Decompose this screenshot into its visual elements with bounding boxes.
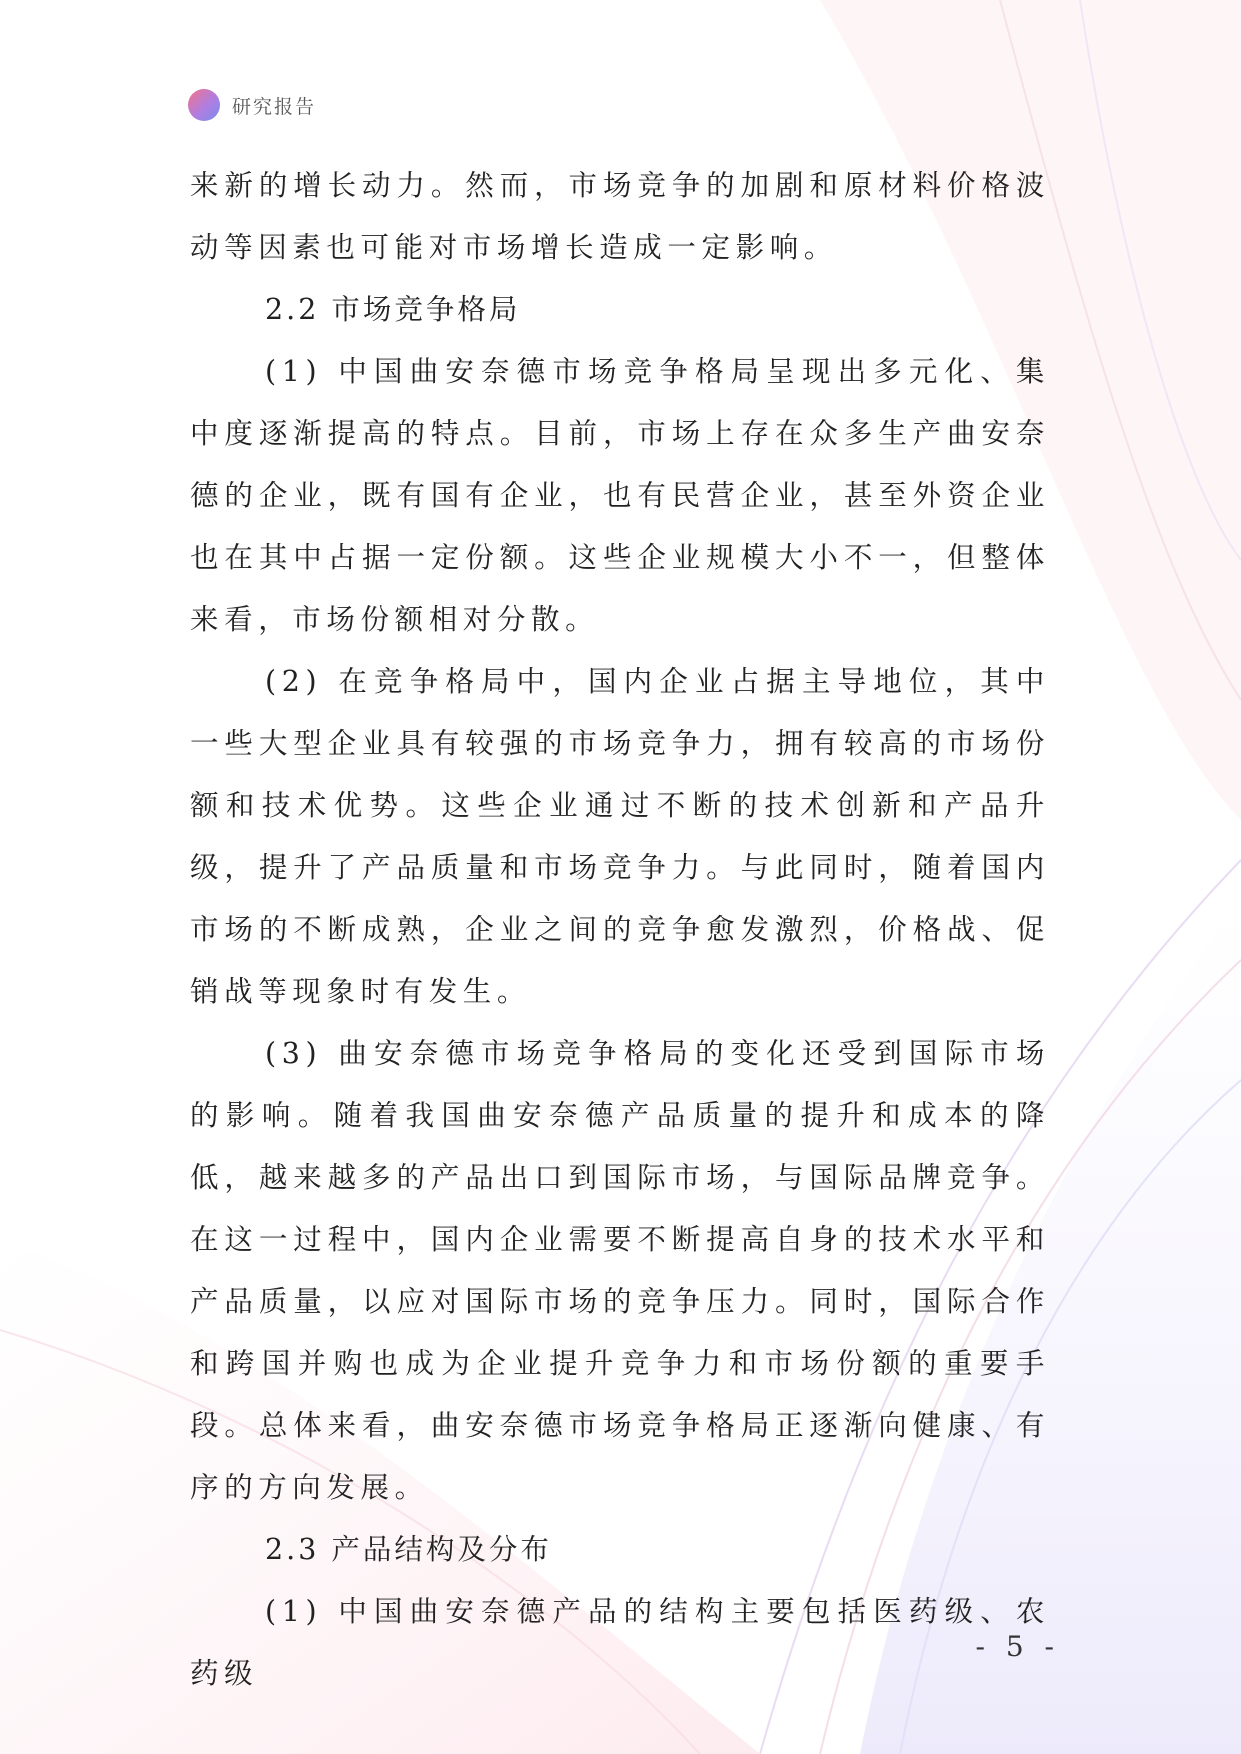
- paragraph: (1) 中国曲安奈德市场竞争格局呈现出多元化、集中度逐渐提高的特点。目前，市场上存在众多生产曲安奈德的企业，既有国有企业，也有民营企业，甚至外资企业也在其中占据一定份额。这些企业规模大小不一，但整体来看，市场份额相对分散。: [190, 355, 1050, 636]
- section-heading: 2.3 产品结构及分布: [265, 1533, 552, 1566]
- report-logo-icon: [188, 89, 220, 121]
- paragraph: (2) 在竞争格局中，国内企业占据主导地位，其中一些大型企业具有较强的市场竞争力，拥有较高的市场份额和技术优势。这些企业通过不断的技术创新和产品升级，提升了产品质量和市场竞争力。与此同时，随着国内市场的不断成熟，企业之间的竞争愈发激烈，价格战、促销战等现象时有发生。: [190, 665, 1050, 1008]
- page-header: [188, 88, 316, 122]
- body-content: [190, 155, 1050, 1705]
- header-label: 研究报告: [232, 95, 317, 118]
- paragraph: (3) 曲安奈德市场竞争格局的变化还受到国际市场的影响。随着我国曲安奈德产品质量的提升和成本的降低，越来越多的产品出口到国际市场，与国际品牌竞争。在这一过程中，国内企业需要不断提高自身的技术水平和产品质量，以应对国际市场的竞争压力。同时，国际合作和跨国并购也成为企业提升竞争力和市场份额的重要手段。总体来看，曲安奈德市场竞争格局正逐渐向健康、有序的方向发展。: [190, 1037, 1050, 1504]
- page-number: - 5 -: [975, 1630, 1060, 1663]
- paragraph: 来新的增长动力。然而，市场竞争的加剧和原材料价格波动等因素也可能对市场增长造成一定影响。: [190, 169, 1050, 264]
- section-heading: 2.2 市场竞争格局: [265, 293, 521, 326]
- paragraph: (1) 中国曲安奈德产品的结构主要包括医药级、农药级: [190, 1595, 1050, 1690]
